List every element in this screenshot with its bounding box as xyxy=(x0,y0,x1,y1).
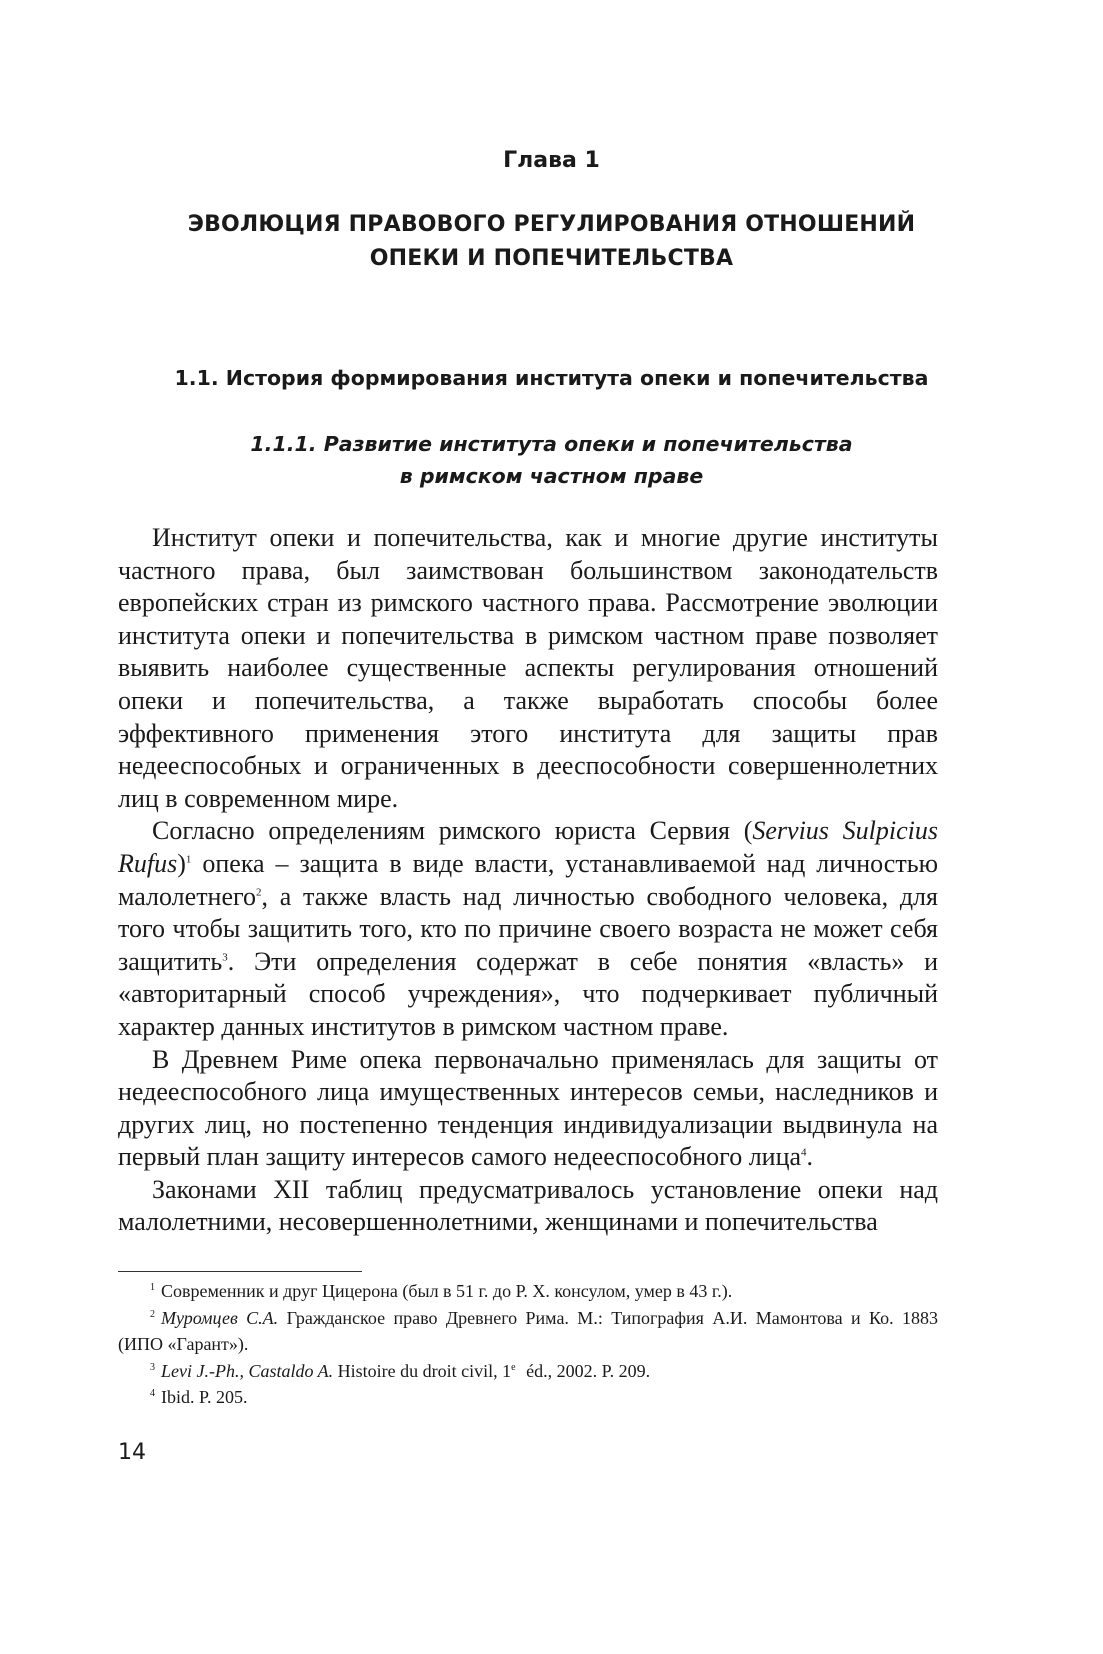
paragraph-3-text: В Древнем Риме опека первоначально применялась для защиты от недееспособного лица имущественных интересов семьи, наследников и других лиц, но постепенно тенденция индивидуализации выдвинула на первый план защиту интересов самого недееспособного лица xyxy=(118,1044,938,1172)
body-text xyxy=(118,522,938,1239)
footnote-divider xyxy=(118,1271,362,1272)
chapter-title xyxy=(150,208,953,276)
paragraph-3-end: . xyxy=(806,1142,814,1172)
section-title: 1.1. История формирования института опеки и попечительства xyxy=(174,366,929,390)
subsection-title-line-1: 1.1.1. Развитие института опеки и попечительства xyxy=(250,432,853,456)
edition-superscript: e xyxy=(511,1361,516,1373)
footnote-4 xyxy=(118,1384,938,1411)
paragraph-1: Институт опеки и попечительства, как и многие другие институты частного права, был заимствован большинством законодательств европейских стран из римского частного права. Рассмотрение эволюции института опеки и попечительства в римском частном праве позволяет выявить наиболее существенные аспекты регулирования отношений опеки и попечительства, а также выработать способы более эффективного применения этого института для защиты прав недееспособных и ограниченных в дееспособности совершеннолетних лиц в современном мире. xyxy=(118,523,938,813)
subsection-title-line-2: в римском частном праве xyxy=(399,464,704,488)
latin-name: Servius Sulpicius Rufus xyxy=(118,816,938,878)
paragraph-2-mid-2: , а также власть над личностью свободного человека, для того чтобы защитить того, кто по причине своего возраста не может себя защитить xyxy=(118,881,938,976)
footnotes xyxy=(118,1278,938,1411)
footnote-number: 4 xyxy=(150,1388,155,1399)
footnote-number: 2 xyxy=(150,1308,155,1320)
footnote-ref-1[interactable]: 1 xyxy=(185,853,192,866)
footnote-ref-2[interactable]: 2 xyxy=(256,885,262,898)
footnote-author: Муромцев С.А. xyxy=(161,1307,279,1328)
footnote-author: Levi J.-Ph., Castaldo A. xyxy=(161,1360,334,1381)
footnote-ref-4[interactable]: 4 xyxy=(801,1146,807,1159)
paragraph-3 xyxy=(118,1044,938,1174)
footnote-number: 1 xyxy=(150,1282,155,1293)
footnote-text: Современник и друг Цицерона (был в 51 г. до Р. Х. консулом, умер в 43 г.). xyxy=(161,1281,733,1301)
paragraph-4: Законами XII таблиц предусматривалось установление опеки над малолетними, несовершеннолетними, женщинами и попечительства xyxy=(118,1174,938,1237)
footnote-2 xyxy=(118,1305,938,1358)
paragraph-2-start: Согласно определениям римского юриста Сервия ( xyxy=(152,816,753,846)
paragraph-2-close: ) xyxy=(177,848,186,878)
footnote-ref-3[interactable]: 3 xyxy=(222,951,228,964)
footnote-text: Histoire du droit civil, 1 xyxy=(333,1360,512,1381)
chapter-title-line-1: ЭВОЛЮЦИЯ ПРАВОВОГО РЕГУЛИРОВАНИЯ ОТНОШЕНИЙ xyxy=(187,212,916,237)
chapter-label: Глава 1 xyxy=(503,148,600,173)
paragraph-2-mid-1: опека – защита в виде власти, устанавливаемой над личностью малолетнего xyxy=(118,848,938,911)
footnote-3 xyxy=(118,1358,938,1385)
footnote-text: éd., 2002. P. 209. xyxy=(521,1360,651,1381)
paragraph-2-end: . Эти определения содержат в себе понятия «власть» и «авторитарный способ учреждения», что подчеркивает публичный характер данных институтов в римском частном праве. xyxy=(118,946,938,1041)
subsection-title xyxy=(150,428,953,492)
footnote-number: 3 xyxy=(150,1361,155,1373)
page-number: 14 xyxy=(118,1440,146,1465)
footnote-1 xyxy=(118,1278,938,1305)
paragraph-2 xyxy=(118,815,938,1043)
chapter-title-line-2: ОПЕКИ И ПОПЕЧИТЕЛЬСТВА xyxy=(369,246,734,271)
footnote-text: Гражданское право Древнего Рима. М.: Типография А.И. Мамонтова и Ко. 1883 (ИПО «Гарант»). xyxy=(118,1307,938,1354)
footnote-text: Ibid. P. 205. xyxy=(161,1387,248,1407)
